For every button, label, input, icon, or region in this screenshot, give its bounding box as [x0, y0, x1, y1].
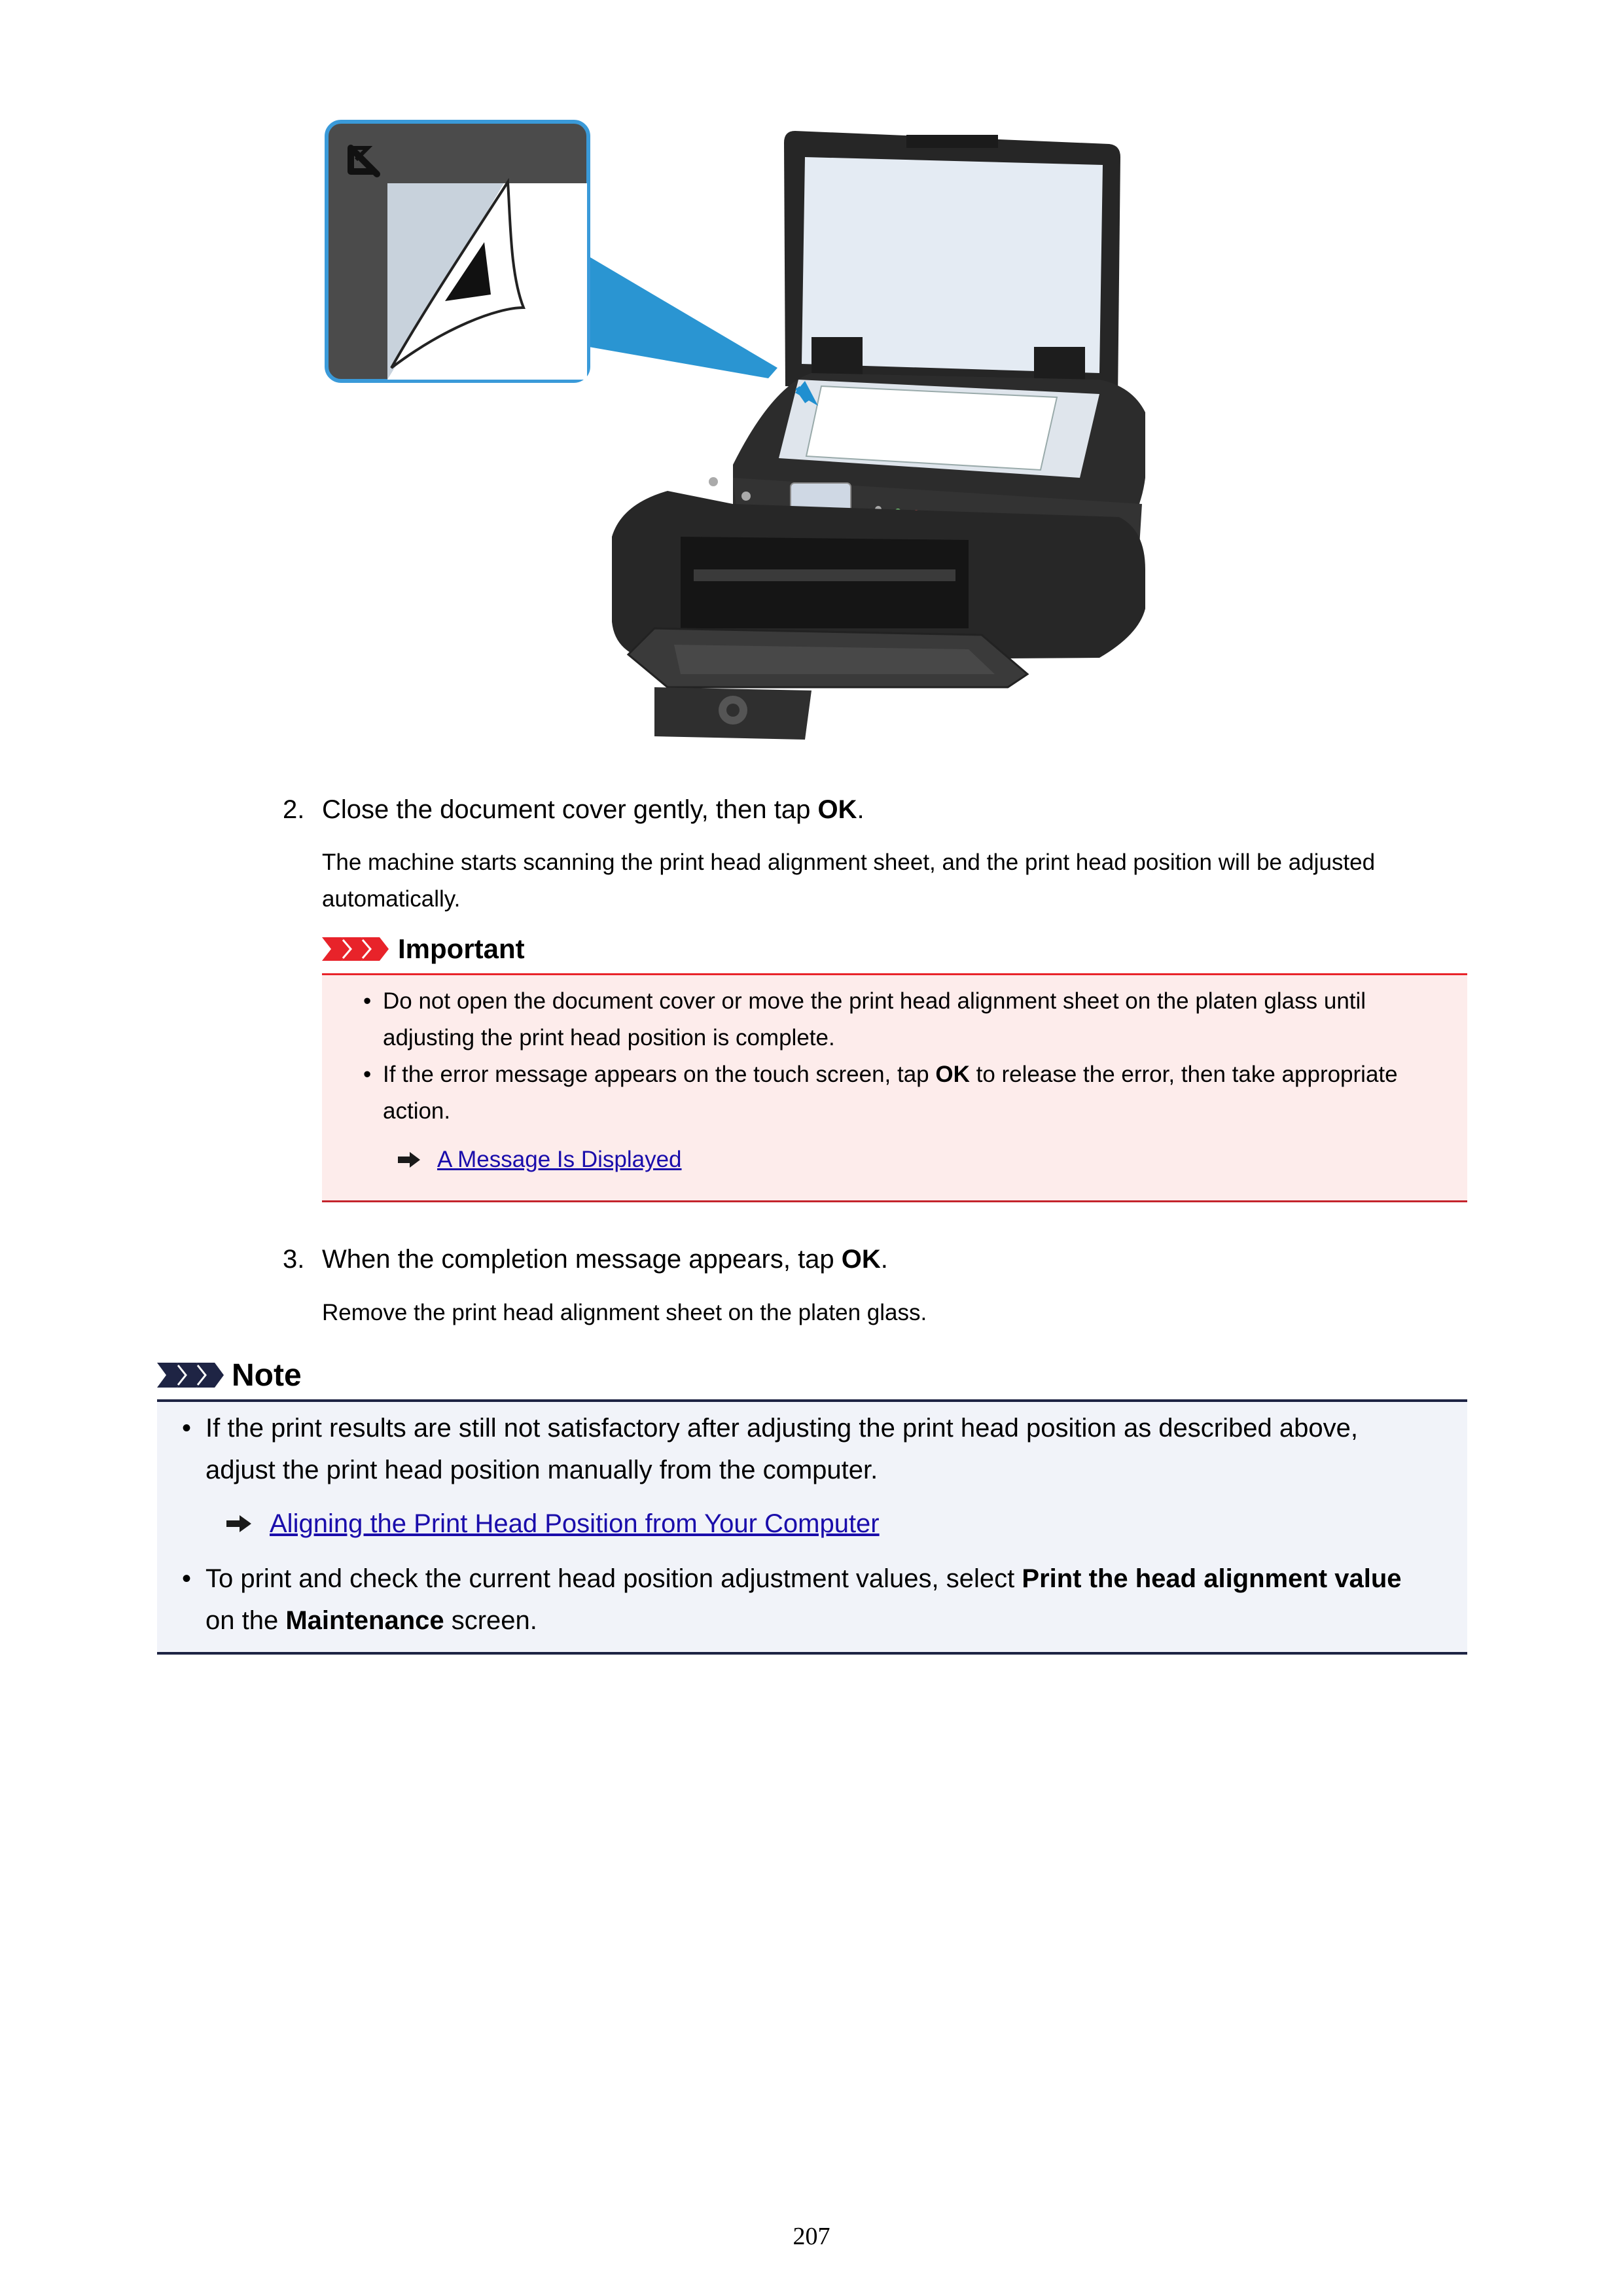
note-item-1-line2: adjust the print head position manually from the computer.: [205, 1456, 878, 1484]
note-title: Note: [232, 1357, 302, 1393]
important-link-row: [398, 1141, 682, 1178]
important-bullet-1: •: [363, 988, 372, 1014]
note-item-2-text: To print and check the current head position adjustment values, select: [205, 1564, 1022, 1593]
zoom-detail-panel: [327, 122, 588, 381]
note-item-2-line2-text: on the: [205, 1606, 286, 1635]
link-aligning-print-head-position[interactable]: Aligning the Print Head Position from Your Computer: [270, 1509, 880, 1538]
important-header: [322, 929, 525, 969]
important-bullet-2: •: [363, 1062, 372, 1087]
step-3: [283, 1241, 888, 1278]
important-item-2-line1: [383, 1056, 1398, 1093]
step-number: 2.: [283, 795, 305, 824]
note-chevrons-icon: [157, 1360, 225, 1390]
step-2-description-line2: automatically.: [322, 886, 461, 912]
step-bold-ok: OK: [817, 795, 857, 824]
arrow-right-icon: [226, 1514, 253, 1534]
step-number: 3.: [283, 1245, 305, 1274]
step-2: [283, 791, 865, 828]
important-item-2-text: If the error message appears on the touch screen, tap: [383, 1062, 936, 1087]
important-item-1-line2: adjusting the print head position is complete.: [383, 1025, 835, 1050]
link-a-message-is-displayed[interactable]: A Message Is Displayed: [437, 1147, 682, 1172]
arrow-right-icon: [398, 1151, 421, 1169]
important-item-1-line1: Do not open the document cover or move the print head alignment sheet on the platen glass until: [383, 988, 1366, 1014]
important-item-2-line2: action.: [383, 1098, 451, 1124]
step-text: When the completion message appears, tap: [322, 1245, 842, 1274]
note-header: [157, 1354, 302, 1397]
important-chevrons-icon: [322, 935, 390, 963]
step-3-description-line1: Remove the print head alignment sheet on the platen glass.: [322, 1300, 927, 1325]
step-text: Close the document cover gently, then tap: [322, 795, 818, 824]
step-text-end: .: [857, 795, 865, 824]
printer-illustration: [314, 111, 1165, 740]
note-bullet-2: •: [182, 1564, 192, 1593]
step-2-description-line1: The machine starts scanning the print head alignment sheet, and the print head position will be adjusted: [322, 850, 1376, 875]
zoom-callout-beam: [589, 257, 777, 378]
important-item-2-bold-ok: OK: [935, 1062, 970, 1087]
note-item-1-line1: If the print results are still not satisfactory after adjusting the print head position as described above,: [205, 1414, 1358, 1443]
note-bullet-1: •: [182, 1414, 192, 1443]
note-item-2-bold-maintenance: Maintenance: [285, 1606, 444, 1635]
important-item-2-text-end: to release the error, then take appropriate: [969, 1062, 1398, 1087]
page-number: 207: [793, 2223, 830, 2250]
printer-body: [612, 131, 1145, 740]
note-item-2-line1: [205, 1558, 1402, 1600]
note-item-2-bold: Print the head alignment value: [1022, 1564, 1402, 1593]
note-item-2-line2-end: screen.: [444, 1606, 537, 1635]
important-title: Important: [398, 933, 525, 964]
note-link-row: [226, 1503, 880, 1545]
step-bold-ok: OK: [841, 1245, 881, 1274]
note-item-2-line2: [205, 1600, 537, 1641]
step-text-end: .: [880, 1245, 888, 1274]
